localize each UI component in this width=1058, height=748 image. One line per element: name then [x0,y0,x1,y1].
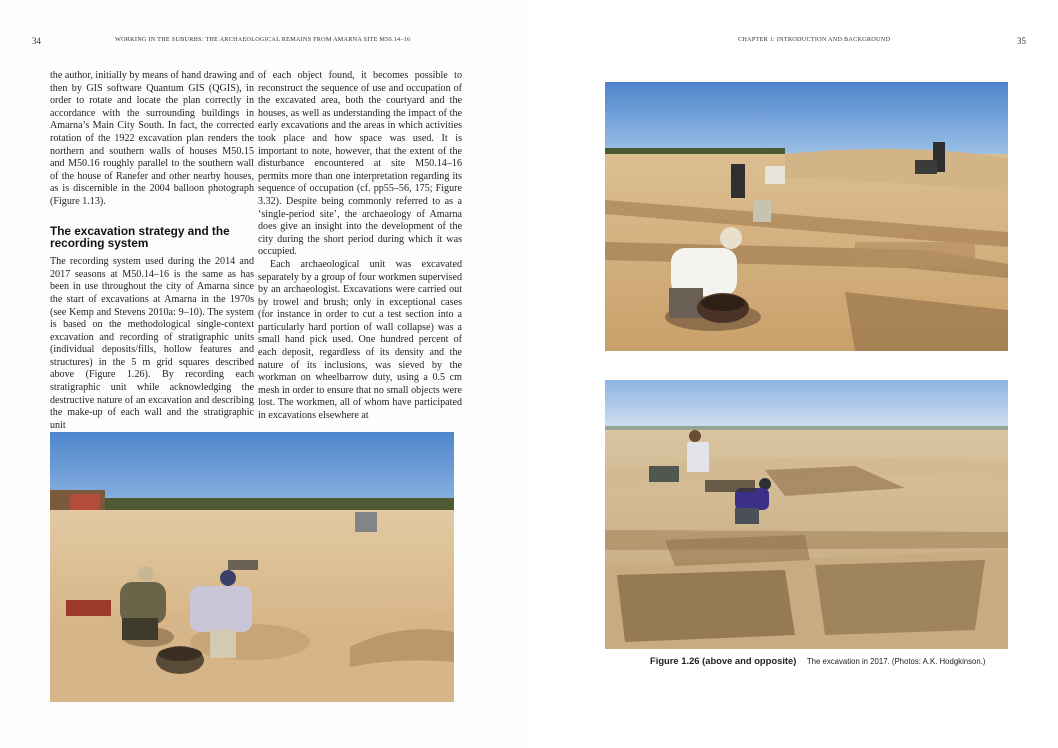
right-page [529,0,1058,748]
page-number-right: 35 [1017,36,1026,46]
paragraph: Each archaeological unit was excavated separately by a group of four workmen supervised by an archaeologist. Excavations were carried out by trowel and brush; only in exceptional cases (for instance in order to cut a test section into a particularly hard portion of wall collapse) was a small hand pick used. One hundred percent of each deposit, regardless of its density and the nature of its inclusions, was sieved by the workman on wheelbarrow duty, using a 0.5 cm mesh in order to ensure that no small objects were lost. The workmen, all of whom have participated in excavations elsewhere at [258,258,462,422]
section-heading: The excavation strategy and the recording system [50,223,230,251]
figure-caption [650,655,1010,666]
text-column-2 [258,70,462,423]
excavation-photo-left [50,432,454,702]
caption-text: The excavation in 2017. (Photos: A.K. Hodgkinson.) [806,657,986,666]
caption-label: Figure 1.26 (above and opposite) [650,655,797,666]
paragraph: of each object found, it becomes possible to reconstruct the sequence of use and occupation of the excavated area, both the courtyard and the houses, as well as understanding the impact of the early excavations and the areas in which activities took place and how space was used. It is important to note, however, that the extent of the disturbance encountered at site M50.14–16 permits more than one interpretation regarding its sequence of occupation (cf. pp55–56, 175; Figure 3.32). Despite being commonly referred to as a ‘single-period site’, the archaeology of Amarna does give an insight into the development of the city during the short period during which it was occupied. [258,70,462,258]
excavation-photo-bottom [605,380,1008,649]
page-number-left: 34 [32,36,41,46]
text-column-1 [50,70,254,432]
running-head-left: WORKING IN THE SUBURBS: THE ARCHAEOLOGICAL REMAINS FROM AMARNA SITE M50.14–16 [115,36,411,43]
running-head-right: CHAPTER 1: INTRODUCTION AND BACKGROUND [738,36,891,43]
excavation-photo-top [605,82,1008,351]
paragraph: The recording system used during the 2014 and 2017 seasons at M50.14–16 is the same as has been in use throughout the city of Amarna since the start of excavations at Amarna in the 1970s (see Kemp and Stevens 2010a: 9–10). The system is based on the methodological single-context excavation and recording of stratigraphic units (individual deposits/fills, hollow features and structures) in the 5 m grid squares described above (Figure 1.26). By recording each stratigraphic unit while acknowledging the destructive nature of an excavation and describing the make-up of each wall and the stratigraphic unit [50,256,254,431]
paragraph: the author, initially by means of hand drawing and then by GIS software Quantum GIS (QGIS), in order to rotate and locate the plan correctly in accordance with the surrounding buildings in Amarna’s Main City South. In fact, the corrected rotation of the 1922 excavation plan renders the northern and southern walls of houses M50.15 and M50.16 roughly parallel to the southern wall of the house of Ranefer and other nearby houses, as is discernible in the 2004 balloon photograph (Figure 1.13). [50,70,254,207]
